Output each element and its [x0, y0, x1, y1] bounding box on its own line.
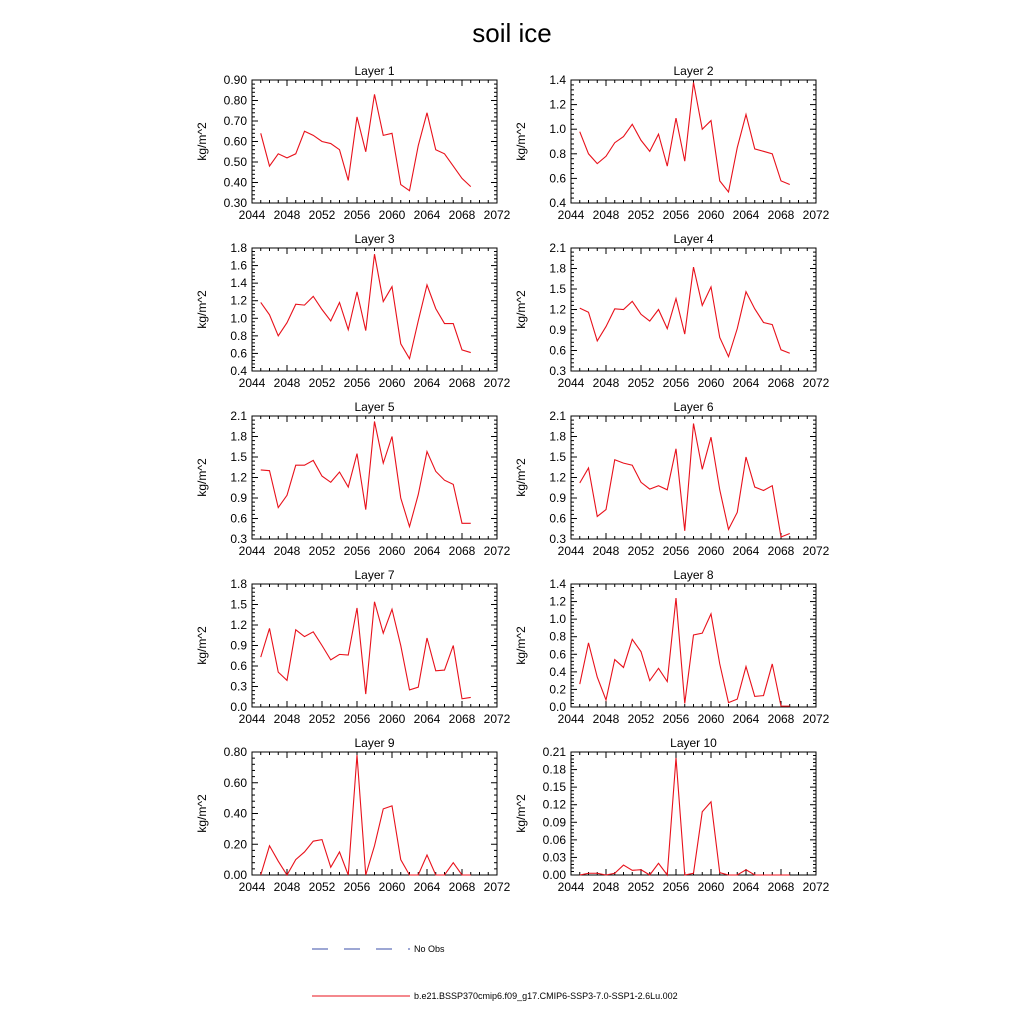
x-tick-label: 2064 [732, 376, 760, 390]
x-tick-label: 2056 [662, 712, 690, 726]
y-tick-label: 1.2 [230, 618, 247, 632]
x-tick-label: 2048 [592, 376, 620, 390]
y-tick-label: 1.0 [230, 311, 247, 326]
panel-title: Layer 7 [354, 568, 395, 582]
x-tick-label: 2048 [592, 544, 620, 558]
x-tick-label: 2048 [592, 712, 620, 726]
x-tick-label: 2044 [557, 880, 585, 894]
series-line [261, 421, 471, 526]
x-tick-label: 2052 [308, 544, 336, 558]
y-tick-label: 0.0 [230, 700, 247, 714]
x-tick-label: 2056 [343, 544, 371, 558]
x-tick-label: 2064 [413, 208, 441, 222]
panel-title: Layer 9 [354, 736, 395, 750]
series-line [261, 94, 471, 190]
x-tick-label: 2060 [697, 544, 725, 558]
x-tick-label: 2060 [378, 208, 406, 222]
panel-title: Layer 8 [673, 568, 714, 582]
x-tick-label: 2056 [343, 712, 371, 726]
y-tick-label: 1.2 [549, 470, 566, 485]
x-tick-label: 2056 [343, 376, 371, 390]
y-tick-label: 1.8 [549, 429, 566, 444]
x-tick-label: 2056 [662, 880, 690, 894]
x-tick-label: 2052 [627, 376, 655, 390]
panel-layer-8 [514, 568, 830, 726]
y-tick-label: 0.6 [549, 511, 566, 526]
plot-frame [252, 248, 497, 371]
panel-title: Layer 10 [670, 736, 717, 750]
y-axis-label: kg/m^2 [195, 290, 209, 329]
y-axis-label: kg/m^2 [514, 626, 528, 665]
y-axis-label: kg/m^2 [514, 794, 528, 833]
series-line [261, 755, 471, 875]
panel-title: Layer 5 [354, 400, 395, 414]
x-tick-label: 2044 [557, 208, 585, 222]
y-tick-label: 0.9 [549, 323, 566, 337]
x-tick-label: 2060 [697, 208, 725, 222]
x-tick-label: 2072 [802, 208, 830, 222]
y-tick-label: 0.6 [230, 511, 247, 526]
y-tick-label: 1.2 [230, 293, 247, 308]
x-tick-label: 2064 [732, 544, 760, 558]
y-tick-label: 0.8 [549, 629, 566, 644]
x-tick-label: 2044 [557, 544, 585, 558]
x-tick-label: 2044 [238, 880, 266, 894]
y-tick-label: 0.3 [549, 364, 566, 378]
x-tick-label: 2068 [448, 208, 476, 222]
x-tick-label: 2060 [697, 880, 725, 894]
y-tick-label: 0.0 [549, 700, 566, 714]
y-tick-label: 0.12 [542, 797, 566, 812]
y-tick-label: 0.21 [542, 745, 566, 759]
plot-frame [571, 416, 816, 539]
panel-layer-6 [514, 400, 830, 558]
x-tick-label: 2068 [767, 208, 795, 222]
panel-layer-1 [195, 64, 511, 222]
x-tick-label: 2072 [483, 376, 511, 390]
x-tick-label: 2056 [662, 376, 690, 390]
y-tick-label: 0.80 [223, 745, 247, 759]
panel-title: Layer 4 [673, 232, 714, 246]
legend-label-no-obs: No Obs [414, 944, 445, 954]
x-tick-label: 2048 [273, 712, 301, 726]
x-tick-label: 2052 [308, 376, 336, 390]
y-tick-label: 0.3 [549, 532, 566, 546]
y-axis-label: kg/m^2 [195, 122, 209, 161]
x-tick-label: 2052 [627, 544, 655, 558]
x-tick-label: 2072 [483, 880, 511, 894]
y-tick-label: 1.8 [549, 261, 566, 276]
y-axis-label: kg/m^2 [514, 458, 528, 497]
x-tick-label: 2060 [378, 880, 406, 894]
plot-frame [571, 248, 816, 371]
y-tick-label: 0.70 [223, 114, 247, 128]
x-tick-label: 2068 [448, 712, 476, 726]
y-tick-label: 0.3 [230, 532, 247, 546]
y-tick-label: 1.2 [549, 302, 566, 317]
y-axis-label: kg/m^2 [514, 122, 528, 161]
series-line [580, 424, 790, 537]
series-line [580, 267, 790, 357]
x-tick-label: 2068 [767, 712, 795, 726]
y-tick-label: 1.5 [230, 450, 247, 464]
panels [195, 64, 830, 894]
x-tick-label: 2072 [802, 376, 830, 390]
y-tick-label: 1.8 [230, 429, 247, 444]
y-tick-label: 1.2 [230, 470, 247, 485]
y-tick-label: 0.80 [223, 93, 247, 108]
x-tick-label: 2048 [273, 544, 301, 558]
series-line [261, 602, 471, 699]
x-tick-label: 2048 [273, 208, 301, 222]
y-tick-label: 1.5 [549, 282, 566, 296]
y-tick-label: 0.6 [230, 346, 247, 361]
x-tick-label: 2072 [483, 544, 511, 558]
y-axis-label: kg/m^2 [195, 458, 209, 497]
y-tick-label: 0.00 [542, 868, 566, 882]
panel-title: Layer 1 [354, 64, 395, 78]
y-tick-label: 1.2 [549, 97, 566, 112]
y-axis-label: kg/m^2 [195, 794, 209, 833]
y-tick-label: 0.03 [542, 850, 566, 865]
y-tick-label: 1.2 [549, 594, 566, 609]
x-tick-label: 2044 [238, 544, 266, 558]
panel-layer-5 [195, 400, 511, 558]
x-tick-label: 2072 [802, 880, 830, 894]
panel-layer-10 [514, 736, 830, 894]
y-tick-label: 1.5 [230, 597, 247, 612]
y-tick-label: 1.5 [549, 450, 566, 464]
y-tick-label: 0.9 [230, 491, 247, 505]
x-tick-label: 2052 [308, 208, 336, 222]
panel-title: Layer 3 [354, 232, 395, 246]
y-tick-label: 0.20 [223, 837, 247, 852]
y-tick-label: 0.18 [542, 762, 566, 777]
x-tick-label: 2052 [308, 880, 336, 894]
x-tick-label: 2052 [627, 880, 655, 894]
legend [312, 944, 678, 1001]
panel-layer-9 [195, 736, 511, 894]
y-tick-label: 0.06 [542, 832, 566, 847]
series-line [580, 82, 790, 191]
y-tick-label: 1.8 [230, 241, 247, 255]
y-tick-label: 2.1 [230, 409, 247, 423]
x-tick-label: 2048 [273, 880, 301, 894]
x-tick-label: 2044 [238, 712, 266, 726]
figure-title: soil ice [472, 18, 552, 48]
panel-layer-7 [195, 568, 511, 726]
x-tick-label: 2068 [767, 544, 795, 558]
x-tick-label: 2072 [483, 712, 511, 726]
plot-frame [252, 752, 497, 875]
y-tick-label: 0.9 [549, 491, 566, 505]
x-tick-label: 2044 [557, 376, 585, 390]
y-axis-label: kg/m^2 [195, 626, 209, 665]
y-tick-label: 0.40 [223, 806, 247, 821]
series-line [580, 598, 790, 706]
x-tick-label: 2060 [378, 376, 406, 390]
plot-frame [252, 80, 497, 203]
y-tick-label: 0.50 [223, 155, 247, 169]
y-tick-label: 1.0 [549, 612, 566, 627]
x-tick-label: 2060 [378, 544, 406, 558]
series-line [261, 254, 471, 359]
y-tick-label: 0.09 [542, 815, 566, 830]
y-tick-label: 1.0 [549, 122, 566, 137]
panel-title: Layer 2 [673, 64, 714, 78]
x-tick-label: 2064 [413, 376, 441, 390]
x-tick-label: 2056 [343, 208, 371, 222]
y-tick-label: 0.3 [230, 679, 247, 694]
plot-frame [252, 416, 497, 539]
x-tick-label: 2064 [732, 712, 760, 726]
y-tick-label: 0.00 [223, 868, 247, 882]
x-tick-label: 2064 [413, 880, 441, 894]
x-tick-label: 2044 [557, 712, 585, 726]
y-tick-label: 0.6 [549, 647, 566, 662]
panel-layer-4 [514, 232, 830, 390]
x-tick-label: 2052 [627, 208, 655, 222]
x-tick-label: 2072 [802, 544, 830, 558]
y-axis-label: kg/m^2 [514, 290, 528, 329]
y-tick-label: 1.4 [549, 577, 566, 591]
y-tick-label: 0.4 [549, 196, 566, 210]
x-tick-label: 2048 [592, 208, 620, 222]
x-tick-label: 2072 [802, 712, 830, 726]
legend-label-model: b.e21.BSSP370cmip6.f09_g17.CMIP6-SSP3-7.0-SSP1-2.6Lu.002 [414, 991, 678, 1001]
y-tick-label: 0.15 [542, 780, 566, 795]
x-tick-label: 2044 [238, 208, 266, 222]
series-line [580, 758, 790, 875]
y-tick-label: 1.6 [230, 258, 247, 273]
y-tick-label: 0.2 [549, 682, 566, 697]
y-tick-label: 0.40 [223, 175, 247, 190]
x-tick-label: 2064 [732, 208, 760, 222]
y-tick-label: 0.4 [230, 364, 247, 378]
y-tick-label: 0.30 [223, 196, 247, 210]
x-tick-label: 2052 [308, 712, 336, 726]
panel-title: Layer 6 [673, 400, 714, 414]
x-tick-label: 2060 [697, 712, 725, 726]
y-tick-label: 0.8 [549, 146, 566, 161]
plot-frame [571, 752, 816, 875]
x-tick-label: 2068 [448, 880, 476, 894]
x-tick-label: 2056 [662, 544, 690, 558]
x-tick-label: 2068 [767, 880, 795, 894]
y-tick-label: 1.4 [230, 276, 247, 291]
x-tick-label: 2056 [662, 208, 690, 222]
x-tick-label: 2048 [592, 880, 620, 894]
y-tick-label: 0.8 [230, 328, 247, 343]
x-tick-label: 2052 [627, 712, 655, 726]
x-tick-label: 2064 [413, 544, 441, 558]
x-tick-label: 2060 [378, 712, 406, 726]
y-tick-label: 1.8 [230, 577, 247, 591]
y-tick-label: 0.6 [549, 343, 566, 358]
x-tick-label: 2072 [483, 208, 511, 222]
x-tick-label: 2044 [238, 376, 266, 390]
y-tick-label: 2.1 [549, 409, 566, 423]
x-tick-label: 2060 [697, 376, 725, 390]
y-tick-label: 0.9 [230, 638, 247, 653]
x-tick-label: 2064 [413, 712, 441, 726]
y-tick-label: 2.1 [549, 241, 566, 255]
x-tick-label: 2068 [448, 544, 476, 558]
y-tick-label: 0.60 [223, 775, 247, 790]
y-tick-label: 0.4 [549, 664, 566, 679]
y-tick-label: 0.60 [223, 134, 247, 149]
x-tick-label: 2068 [767, 376, 795, 390]
plot-frame [571, 80, 816, 203]
panel-layer-3 [195, 232, 511, 390]
x-tick-label: 2056 [343, 880, 371, 894]
plot-frame [571, 584, 816, 707]
panel-layer-2 [514, 64, 830, 222]
x-tick-label: 2048 [273, 376, 301, 390]
y-tick-label: 0.90 [223, 73, 247, 87]
y-tick-label: 0.6 [549, 171, 566, 186]
y-tick-label: 0.6 [230, 659, 247, 673]
x-tick-label: 2068 [448, 376, 476, 390]
x-tick-label: 2064 [732, 880, 760, 894]
y-tick-label: 1.4 [549, 73, 566, 87]
